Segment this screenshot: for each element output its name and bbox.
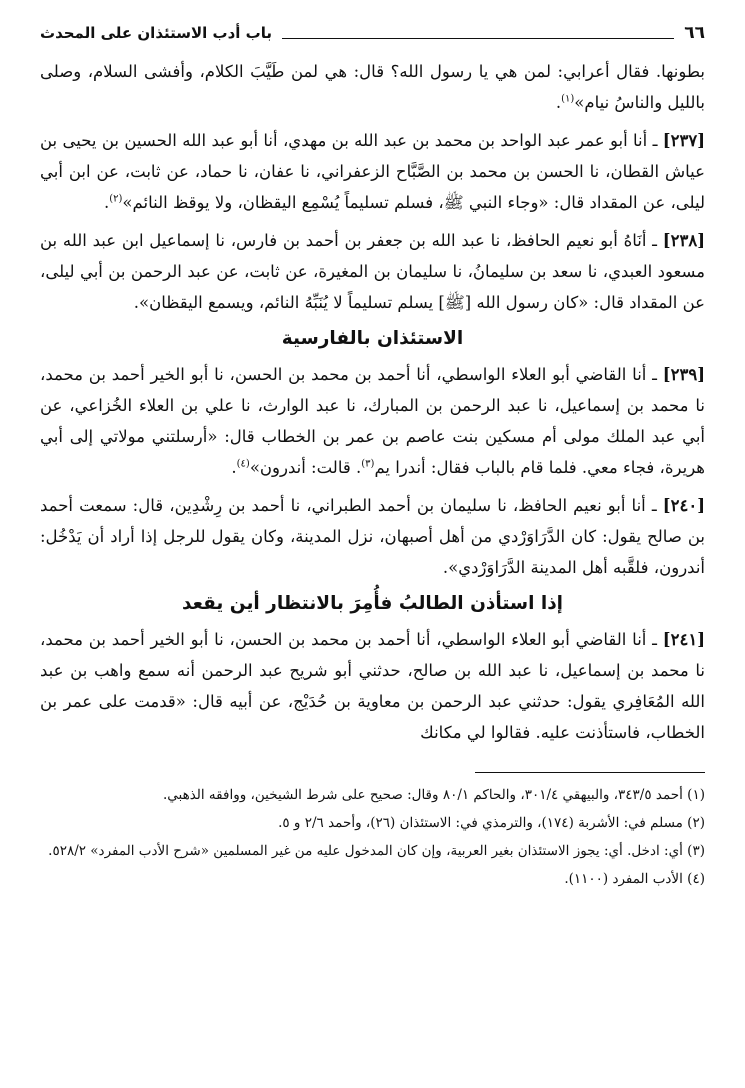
header-rule xyxy=(282,28,674,39)
paragraph-text: . قالت: أندرون» xyxy=(249,458,362,477)
footnote-3: (٣) أي: ادخل. أي: يجوز الاستئذان بغير العربية، وإن كان المدخول عليه من غير المسلمين «شرح الأدب المفرد» ٥٢٨/٢. xyxy=(48,843,705,859)
paragraph-text: ـ أنَاهُ أبو نعيم الحافظ، نا عبد الله بن جعفر بن أحمد بن فارس، نا إسماعيل ابن عبد الله بن مسعود العبدي، نا سعد بن سليمانُ، نا سليمان بن المغيرة، عن ثابت، عن عبد الرحمن بن أبي ليلى، عن المقداد قال: «كان رسول الله [ﷺ] يسلم تسليماً لا يُنَبِّهُ النائم، ويسمع اليقظان». xyxy=(40,231,705,312)
hadith-238 xyxy=(40,225,705,318)
main-text xyxy=(40,56,705,748)
hadith-239 xyxy=(40,359,705,483)
book-page xyxy=(40,22,705,1072)
paragraph-text: ـ أنا القاضي أبو العلاء الواسطي، أنا أحمد بن محمد بن الحسن، نا أبو الخير أحمد بن محمد، نا محمد بن إسماعيل، نا عبد الله بن صالح، حدثني أبو شريح عبد الرحمن أنه سمع واهب بن عبد الله المُعَافِري يقول: حدثني عبد الرحمن بن معاوية بن حُدَيْج، عن أبيه قال: «قدمت على عمر بن الخطاب، فاستأذنت عليه. فقالوا لي مكانك xyxy=(40,630,705,742)
footnote-ref: (٤) xyxy=(236,458,250,470)
footnote-ref: (٣) xyxy=(361,458,375,470)
hadith-number: [٢٣٩] xyxy=(662,365,705,384)
hadith-number: [٢٤٠] xyxy=(662,496,705,515)
paragraph-text: ـ أنا أبو نعيم الحافظ، نا سليمان بن أحمد الطبراني، نا أحمد بن رِشْدِين، قال: سمعت أحمد بن صالح يقول: كان الدَّرَاوَرْدي من أهل أصبهان، نزل المدينة، وكان يقول للرجل إذا أراد أن يَدْخُل: أندرون، فلقَّبه أهل المدينة الدَّرَاوَرْدي». xyxy=(40,496,705,577)
hadith-241 xyxy=(40,624,705,748)
footnote-separator xyxy=(475,772,705,773)
page-number: ٦٦ xyxy=(684,23,705,43)
hadith-number: [٢٣٧] xyxy=(662,131,705,150)
footnote-ref: (١) xyxy=(561,93,575,105)
chapter-title: باب أدب الاستئذان على المحدث xyxy=(40,24,272,42)
footnote-2: (٢) مسلم في: الأشربة (١٧٤)، والترمذي في: الاستئذان (٢٦)، وأحمد ٢/٦ و ٥. xyxy=(278,815,705,831)
paragraph-text: ـ أنا أبو عمر عبد الواحد بن محمد بن عبد الله بن مهدي، أنا أبو عبد الله الحسين بن يحيى بن عياش القطان، نا الحسن بن محمد بن الصَّبَّاح الزعفراني، نا عفان، نا حماد، عن ثابت، عن ابن أبي ليلى، عن المقداد قال: «وجاء النبي ﷺ، فسلم تسليماً يُسْمِع اليقظان، ولا يوقظ النائم» xyxy=(40,131,705,212)
hadith-number: [٢٤١] xyxy=(662,630,705,649)
paragraph-end: . xyxy=(231,458,237,477)
section-title-persian: الاستئذان بالفارسية xyxy=(281,328,464,349)
paragraph-text: بطونها. فقال أعرابي: لمن هي يا رسول الله؟ قال: هي لمن طَيَّبَ الكلام، وأفشى السلام، وصلى بالليل والناسُ نيام» xyxy=(40,62,705,112)
footnote-ref: (٢) xyxy=(109,193,123,205)
section-title-waiting: إذا استأذن الطالبُ فأُمِرَ بالانتظار أين يقعد xyxy=(181,593,564,614)
paragraph-end: . xyxy=(103,193,110,212)
footnotes xyxy=(40,783,705,891)
running-header xyxy=(40,22,705,44)
footnote-4: (٤) الأدب المفرد (١١٠٠). xyxy=(564,871,705,887)
paragraph-text: ـ أنا القاضي أبو العلاء الواسطي، أنا أحمد بن محمد بن الحسن، نا أبو الخير أحمد بن محمد، نا محمد بن إسماعيل، نا عبد الرحمن بن المبارك، نا عبد الوارث، نا علي بن العلاء الخُزاعي، عن أبي عبد الملك مولى أم مسكين بنت عاصم بن عمر بن الخطاب قال: «أرسلتني مولاتي إلى أبي هريرة، فجاء معي. فلما قام بالباب فقال: أندرا يم xyxy=(40,365,705,477)
footnote-1: (١) أحمد ٣٤٣/٥، والبيهقي ٣٠١/٤، والحاكم ٨٠/١ وقال: صحيح على شرط الشيخين، ووافقه الذهبي. xyxy=(162,787,705,803)
paragraph-continuation xyxy=(40,56,705,118)
hadith-237 xyxy=(40,125,705,218)
hadith-number: [٢٣٨] xyxy=(662,231,705,250)
hadith-240 xyxy=(40,490,705,583)
paragraph-end: . xyxy=(555,93,562,112)
